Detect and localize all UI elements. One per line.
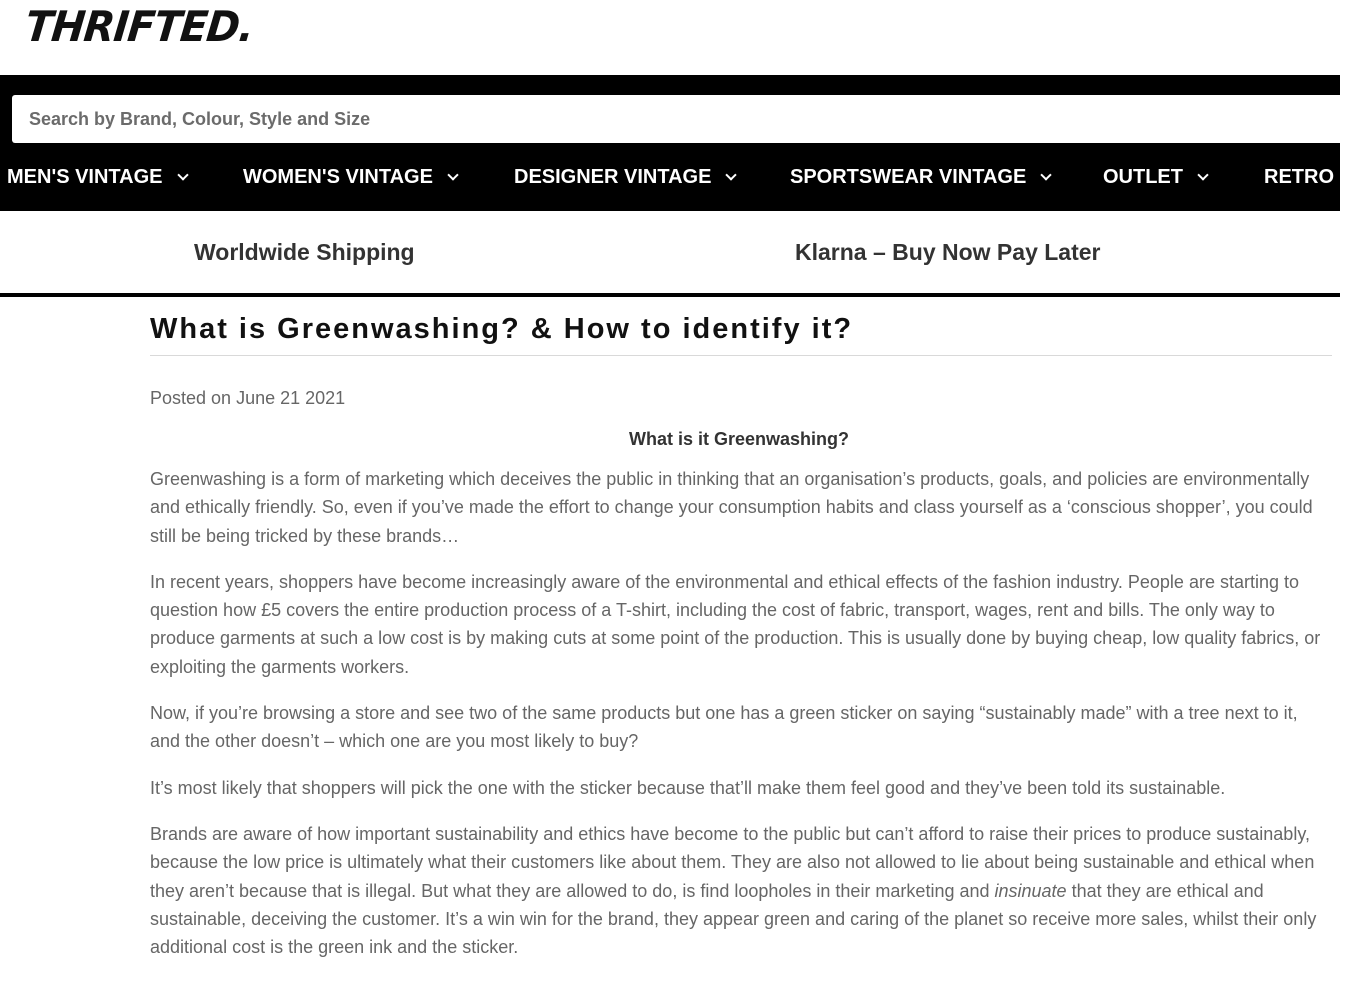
nav-item-outlet[interactable] [1103,143,1207,211]
usp-klarna[interactable]: Klarna – Buy Now Pay Later [795,239,1101,265]
main-nav [0,143,1353,211]
nav-item-label: WOMEN'S VINTAGE [243,166,433,188]
article-subheading: What is it Greenwashing? [628,429,850,449]
title-divider [150,355,1332,356]
nav-item-label: DESIGNER VINTAGE [514,166,712,188]
thrifted-logo[interactable]: THRIFTED. [22,3,256,52]
paragraph-text: that they are ethical and sustainable, deceiving the customer. It’s a win win for the brand, they appear green and caring of the planet so receive more sales, whilst their only additional cost is the green ink and the sticker. [150,880,1317,958]
logo-bar [0,0,1340,75]
article-paragraph: Now, if you’re browsing a store and see two of the same products but one has a green sticker on saying “sustainably made” with a tree next to it, and the other doesn’t – which one are you most likely to buy? [150,703,1298,752]
search-band [0,75,1340,143]
nav-item-retro[interactable] [1264,143,1353,211]
article [150,297,1332,979]
paragraph-text: Brands are aware of how important sustainability and ethics have become to the public but can’t afford to raise their prices to produce sustainably, because the low price is ultimately what their customers like about them. They are also not allowed to lie about being sustainable and ethical when they aren’t because that is illegal. But what they are allowed to do, is find loopholes in their marketing and [150,823,1315,901]
nav-item-sportswear-vintage[interactable] [790,143,1050,211]
nav-item-label: RETRO S [1264,166,1353,188]
article-paragraph: Greenwashing is a form of marketing which deceives the public in thinking that an organisation’s products, goals, and policies are environmentally and ethically friendly. So, even if you’ve made the effort to change your consumption habits and class yourself as a ‘conscious shopper’, you could still be being tricked by these brands… [150,469,1313,546]
nav-item-designer-vintage[interactable] [514,143,735,211]
emphasis-text: insinuate [994,880,1067,901]
nav-item-womens-vintage[interactable] [243,143,457,211]
usp-bar [0,211,1340,294]
article-title: What is Greenwashing? & How to identify it? [150,313,854,345]
search-placeholder: Search by Brand, Colour, Style and Size [29,109,371,129]
article-paragraph: It’s most likely that shoppers will pick the one with the sticker because that’ll make them feel good and they’ve been told its sustainable. [150,777,1226,798]
nav-item-mens-vintage[interactable] [7,143,187,211]
article-paragraph [150,820,1332,961]
usp-worldwide-shipping[interactable]: Worldwide Shipping [194,239,415,265]
article-paragraph: In recent years, shoppers have become increasingly aware of the environmental and ethical effects of the fashion industry. People are starting to question how £5 covers the entire production process of a T-shirt, including the cost of fabric, transport, wages, rent and bills. The only way to produce garments at such a low cost is by making cuts at some point of the production. This is usually done by buying cheap, low quality fabrics, or exploiting the garments workers. [150,571,1321,677]
chevron-down-icon [1197,169,1208,180]
nav-item-label: SPORTSWEAR VINTAGE [790,166,1027,188]
chevron-down-icon [177,169,188,180]
chevron-down-icon [726,169,737,180]
post-date: Posted on June 21 2021 [150,388,346,408]
nav-item-label: OUTLET [1103,166,1183,188]
search-input[interactable] [12,95,1340,143]
nav-item-label: MEN'S VINTAGE [7,166,163,188]
chevron-down-icon [447,169,458,180]
chevron-down-icon [1041,169,1052,180]
